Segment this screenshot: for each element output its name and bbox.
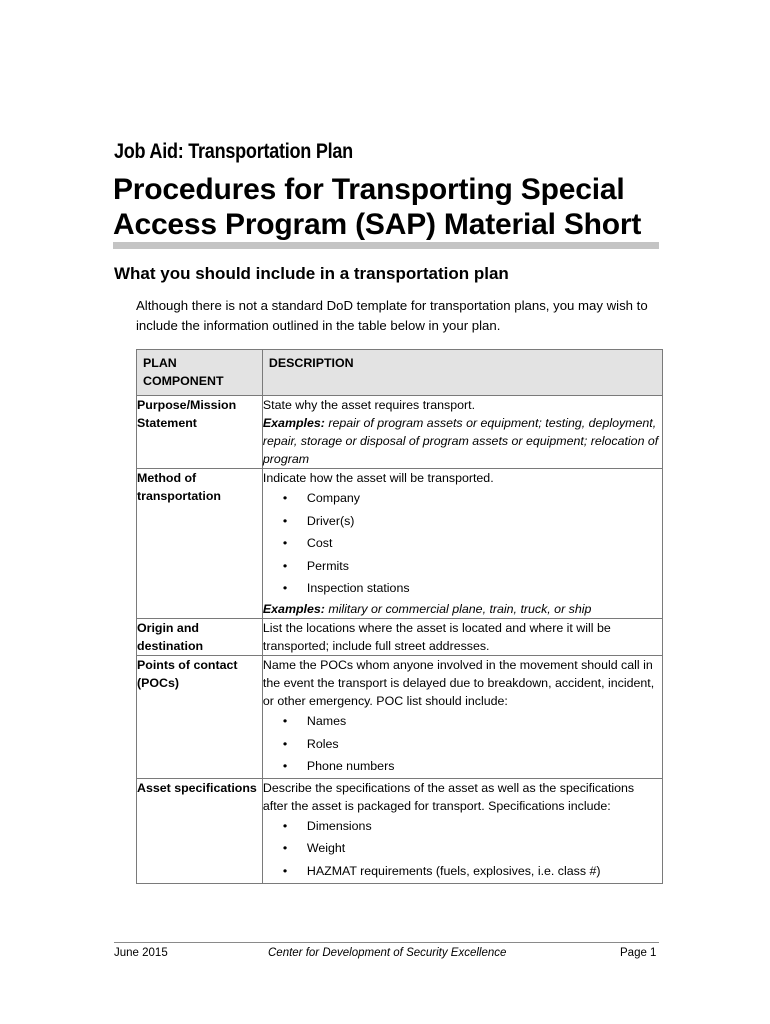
footer-divider [114,942,659,943]
examples-label: Examples: [262,416,325,430]
table-row [137,396,663,469]
footer-date: June 2015 [114,947,168,959]
section-heading: What you should include in a transportation plan [114,264,509,283]
bullet-list [263,815,662,883]
description-cell [262,618,662,655]
description-cell [262,655,662,778]
intro-paragraph: Although there is not a standard DoD template for transportation plans, you may wish to include the information outlined in the table below in your plan. [136,298,648,333]
list-item: • Phone numbers [263,755,662,778]
list-item: • Permits [263,555,662,578]
examples-label: Examples: [262,601,325,616]
examples-text: repair of program assets or equipment; testing, deployment, repair, storage or disposal of program assets or equipment; relocation of program [262,416,659,466]
list-item: • Dimensions [263,815,662,838]
bullet-list [263,710,662,778]
description-text: Describe the specifications of the asset as well as the specifications after the asset is packaged for transport. Specifications include: [262,780,635,813]
plan-component-cell: Origin and destination [137,618,263,655]
plan-component-cell: Purpose/Mission Statement [137,396,263,469]
description-text: Indicate how the asset will be transported. [262,471,494,485]
list-item: • HAZMAT requirements (fuels, explosives, i.e. class #) [263,860,662,883]
list-item: • Inspection stations [263,577,662,600]
examples-text: military or commercial plane, train, truck, or ship [324,601,592,616]
plan-component-cell: Method of transportation [137,469,263,619]
job-aid-label: Job Aid: Transportation Plan [114,140,353,163]
description-text: List the locations where the asset is located and where it will be transported; include full street addresses. [262,620,611,653]
examples-line [263,600,662,618]
footer-page-number: Page 1 [620,947,657,959]
table-row [137,469,663,619]
description-cell [262,469,662,619]
plan-component-cell: Asset specifications [137,778,263,883]
list-item: • Company [263,487,662,510]
list-item: • Driver(s) [263,510,662,533]
title-divider [113,242,659,249]
description-cell [262,396,662,469]
footer-organization: Center for Development of Security Excellence [268,947,507,959]
transportation-plan-table [136,349,663,884]
table-row [137,778,663,883]
description-cell [262,778,662,883]
examples-line [263,414,662,468]
table-row [137,618,663,655]
list-item: • Names [263,710,662,733]
column-header-description: DESCRIPTION [262,350,662,396]
bullet-list [263,487,662,600]
page-title: Procedures for Transporting Special Access Program (SAP) Material Short [113,173,642,241]
description-text: Name the POCs whom anyone involved in the movement should call in the event the transport is delayed due to breakdown, accident, incident, or other emergency. POC list should include: [262,657,655,708]
table-row [137,655,663,778]
description-text: State why the asset requires transport. [262,398,476,412]
plan-component-cell: Points of contact (POCs) [137,655,263,778]
list-item: • Cost [263,532,662,555]
list-item: • Weight [263,837,662,860]
list-item: • Roles [263,733,662,756]
table-header-row [137,350,663,396]
column-header-plan-component: PLAN COMPONENT [137,350,263,396]
